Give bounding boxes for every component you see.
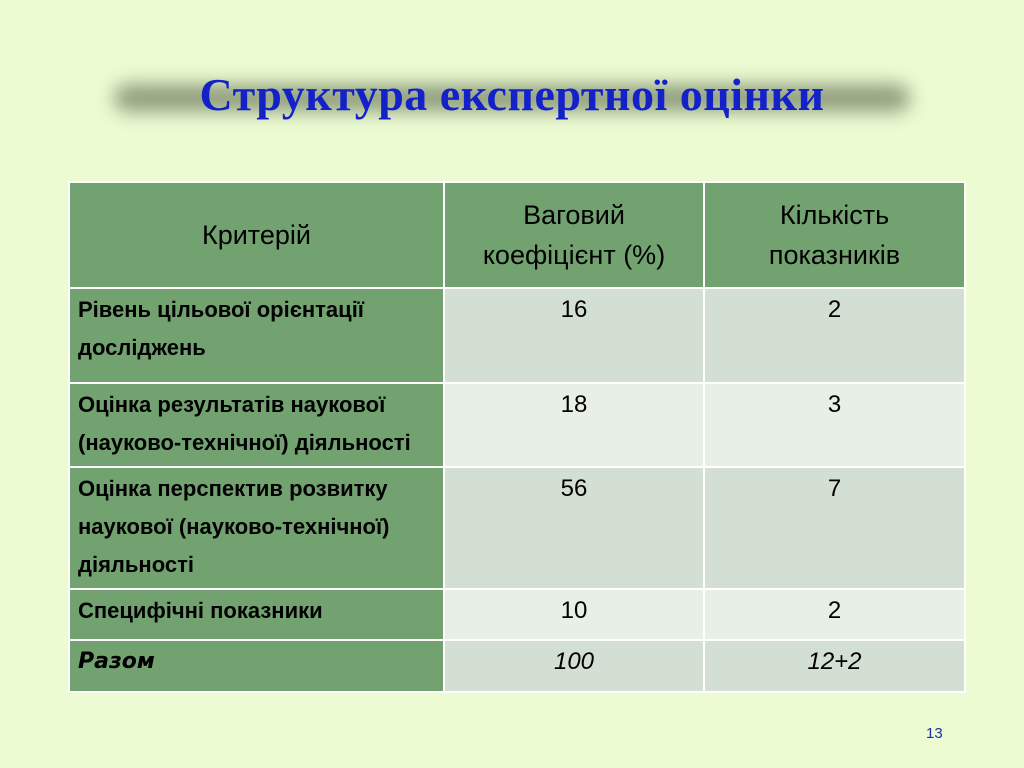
criterion-cell: Оцінка результатів наукової (науково-технічної) діяльності bbox=[69, 383, 444, 467]
header-criterion: Критерій bbox=[69, 182, 444, 288]
count-cell: 2 bbox=[704, 288, 965, 383]
total-row bbox=[69, 640, 965, 692]
criterion-cell: Оцінка перспектив розвитку наукової (науково-технічної) діяльності bbox=[69, 467, 444, 589]
weight-cell: 56 bbox=[444, 467, 704, 589]
total-label: Разом bbox=[69, 640, 444, 692]
table-row bbox=[69, 467, 965, 589]
weight-cell: 10 bbox=[444, 589, 704, 640]
criterion-cell: Специфічні показники bbox=[69, 589, 444, 640]
count-cell: 3 bbox=[704, 383, 965, 467]
table-row bbox=[69, 383, 965, 467]
header-weight: Ваговий коефіцієнт (%) bbox=[444, 182, 704, 288]
weight-cell: 18 bbox=[444, 383, 704, 467]
expert-evaluation-table bbox=[68, 181, 966, 693]
count-cell: 2 bbox=[704, 589, 965, 640]
header-count: Кількість показників bbox=[704, 182, 965, 288]
weight-cell: 16 bbox=[444, 288, 704, 383]
total-weight: 100 bbox=[444, 640, 704, 692]
page-number: 13 bbox=[926, 725, 943, 742]
table-header-row bbox=[69, 182, 965, 288]
title-area bbox=[100, 62, 924, 132]
table-row bbox=[69, 589, 965, 640]
slide-title: Структура експертної оцінки bbox=[199, 69, 825, 120]
count-cell: 7 bbox=[704, 467, 965, 589]
criterion-cell: Рівень цільової орієнтації досліджень bbox=[69, 288, 444, 383]
table-row bbox=[69, 288, 965, 383]
total-count: 12+2 bbox=[704, 640, 965, 692]
